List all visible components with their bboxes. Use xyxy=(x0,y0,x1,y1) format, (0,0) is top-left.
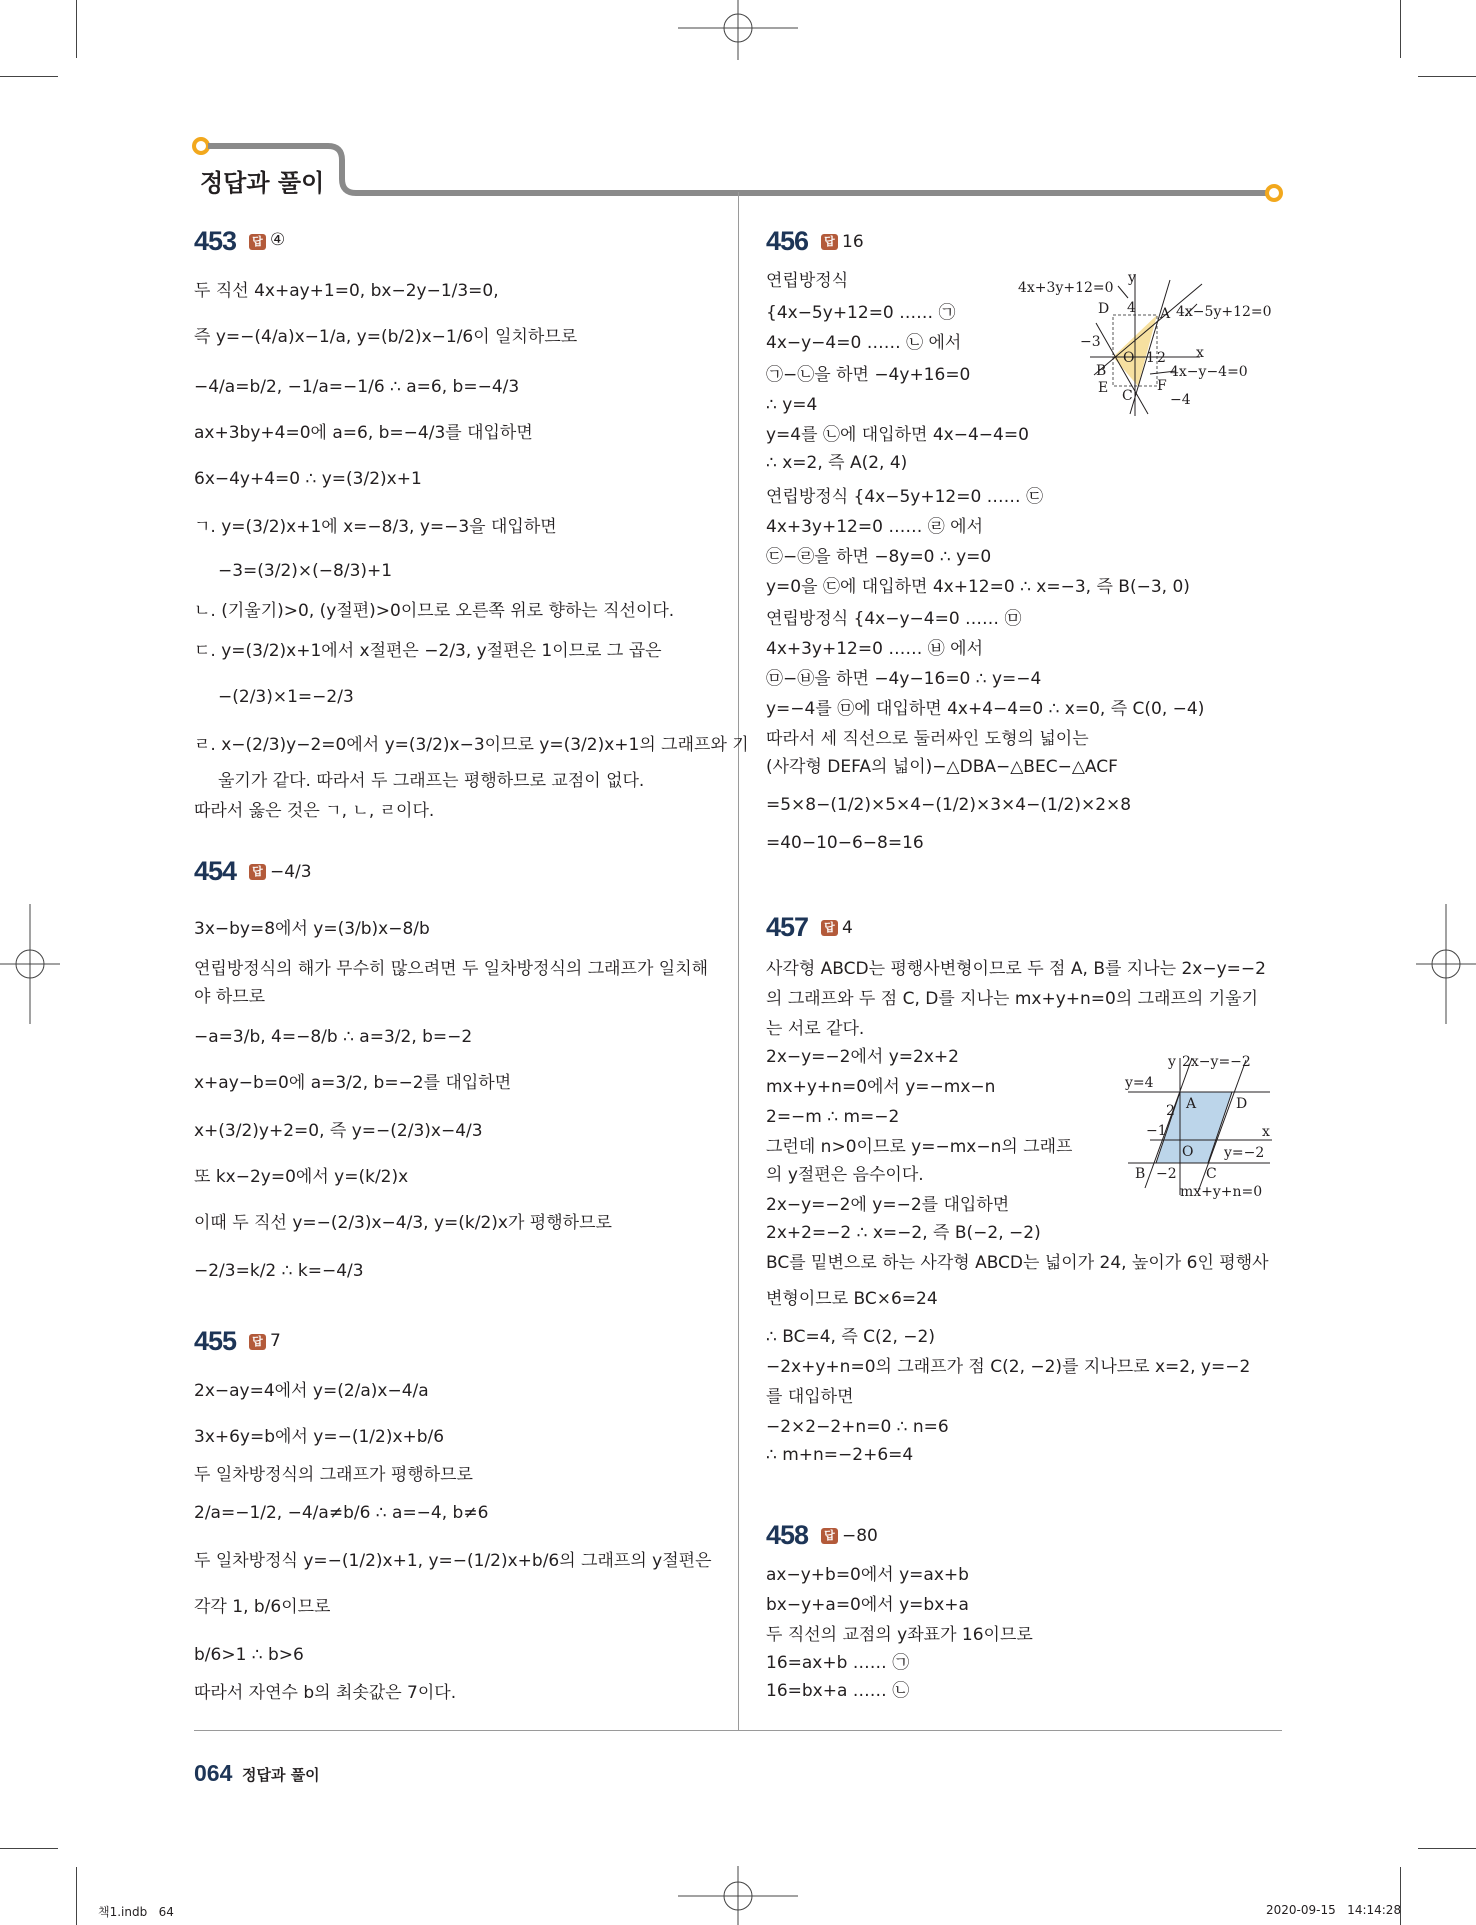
solution-line: 각각 1, b/6이므로 xyxy=(194,1597,331,1617)
axis-label: y xyxy=(1168,1054,1176,1070)
point-label: B xyxy=(1096,363,1107,379)
solution-line: ㄷ. y=(3/2)x+1에서 x절편은 −2/3, y절편은 1이므로 그 곱은 xyxy=(194,641,662,661)
eq-label: mx+y+n=0 xyxy=(1180,1184,1263,1200)
question-number: 453 xyxy=(194,226,237,256)
solution-line: 4x+3y+12=0 …… ㉣ 에서 xyxy=(766,517,983,537)
solution-line: 3x+6y=b에서 y=−(1/2)x+b/6 xyxy=(194,1427,445,1447)
answer-badge: 답 xyxy=(249,1334,266,1350)
solution-line: 두 일차방정식 y=−(1/2)x+1, y=−(1/2)x+b/6의 그래프의 y절편은 xyxy=(194,1551,712,1571)
tick-label: −1 xyxy=(1146,1123,1167,1139)
solution-line: 또 kx−2y=0에서 y=(k/2)x xyxy=(194,1167,409,1187)
answer-badge: 답 xyxy=(821,920,838,936)
solution-line: ㉢−㉣을 하면 −8y=0 ∴ y=0 xyxy=(766,547,992,567)
solution-line: 연립방정식의 해가 무수히 많으려면 두 일차방정식의 그래프가 일치해 xyxy=(194,959,709,979)
solution-line: ∴ x=2, 즉 A(2, 4) xyxy=(766,453,908,473)
axis-label: x xyxy=(1262,1124,1270,1140)
crop-mark xyxy=(0,1848,58,1849)
solution-line: ∴ y=4 xyxy=(766,395,818,415)
point-label: C xyxy=(1206,1166,1217,1182)
crop-mark xyxy=(1400,0,1401,58)
solution-line: 의 그래프와 두 점 C, D를 지나는 mx+y+n=0의 그래프의 기울기 xyxy=(766,989,1259,1009)
question-number: 457 xyxy=(766,912,809,942)
axis-label: x xyxy=(1196,345,1204,361)
question-number: 458 xyxy=(766,1520,809,1550)
solution-line: 2/a=−1/2, −4/a≠b/6 ∴ a=−4, b≠6 xyxy=(194,1503,489,1523)
answer-badge: 답 xyxy=(821,1528,838,1544)
print-timestamp: 2020-09-15 14:14:28 xyxy=(1266,1903,1402,1917)
solution-line: 는 서로 같다. xyxy=(766,1019,865,1039)
point-label: D xyxy=(1098,301,1110,317)
eq-label: y=4 xyxy=(1125,1075,1154,1091)
page-header-title: 정답과 풀이 xyxy=(200,169,325,197)
solution-line: 2=−m ∴ m=−2 xyxy=(766,1107,900,1127)
header-rule xyxy=(190,135,1290,205)
solution-line: y=4를 ㉡에 대입하면 4x−4−4=0 xyxy=(766,425,1029,445)
crop-mark xyxy=(0,76,58,77)
footer-rule xyxy=(194,1730,1282,1731)
registration-mark-top xyxy=(678,0,798,60)
solution-line: −(2/3)×1=−2/3 xyxy=(218,687,354,707)
solution-line: 연립방정식 {4x−5y+12=0 …… ㉢ xyxy=(766,487,1044,507)
solution-line: 연립방정식 xyxy=(766,271,849,291)
solution-line: ∴ m+n=−2+6=4 xyxy=(766,1445,914,1465)
point-label: O xyxy=(1182,1144,1194,1160)
solution-line: (사각형 DEFA의 넓이)−△DBA−△BEC−△ACF xyxy=(766,757,1118,777)
point-label: C xyxy=(1122,388,1133,404)
solution-line: −a=3/b, 4=−8/b ∴ a=3/2, b=−2 xyxy=(194,1027,473,1047)
solution-line: ax+3by+4=0에 a=6, b=−4/3를 대입하면 xyxy=(194,423,533,443)
solution-line: ㄱ. y=(3/2)x+1에 x=−8/3, y=−3을 대입하면 xyxy=(194,517,557,537)
solution-line: mx+y+n=0에서 y=−mx−n xyxy=(766,1077,996,1097)
solution-line: b/6>1 ∴ b>6 xyxy=(194,1645,304,1665)
solution-line: 울기가 같다. 따라서 두 그래프는 평행하므로 교점이 없다. xyxy=(218,771,645,791)
solution-line: 의 y절편은 음수이다. xyxy=(766,1165,924,1185)
solution-line: {4x−5y+12=0 …… ㉠ xyxy=(766,303,956,323)
answer-badge: 답 xyxy=(249,234,266,250)
solution-line: 변형이므로 BC×6=24 xyxy=(766,1289,938,1309)
figure-456 xyxy=(1010,268,1285,418)
solution-line: 그런데 n>0이므로 y=−mx−n의 그래프 xyxy=(766,1137,1073,1157)
solution-line: 2x+2=−2 ∴ x=−2, 즉 B(−2, −2) xyxy=(766,1223,1041,1243)
solution-line: ㄴ. (기울기)>0, (y절편)>0이므로 오른쪽 위로 향하는 직선이다. xyxy=(194,601,675,621)
solution-line: y=0을 ㉢에 대입하면 4x+12=0 ∴ x=−3, 즉 B(−3, 0) xyxy=(766,577,1190,597)
solution-line: 두 직선의 교점의 y좌표가 16이므로 xyxy=(766,1625,1033,1645)
point-label: A xyxy=(1186,1096,1197,1112)
solution-line: 4x−y−4=0 …… ㉡ 에서 xyxy=(766,333,962,353)
answer-value: 4 xyxy=(842,918,853,938)
answer-value: 16 xyxy=(842,232,864,252)
answer-badge: 답 xyxy=(249,864,266,880)
solution-line: −2x+y+n=0의 그래프가 점 C(2, −2)를 지나므로 x=2, y=−2 xyxy=(766,1357,1251,1377)
solution-line: ㄹ. x−(2/3)y−2=0에서 y=(3/2)x−3이므로 y=(3/2)x+1의 그래프와 기 xyxy=(194,735,749,755)
point-label: O xyxy=(1123,350,1135,366)
solution-line: 2x−ay=4에서 y=(2/a)x−4/a xyxy=(194,1381,429,1401)
point-label: F xyxy=(1157,378,1167,394)
figure-457 xyxy=(1120,1050,1290,1200)
solution-line: x+ay−b=0에 a=3/2, b=−2를 대입하면 xyxy=(194,1073,512,1093)
solution-line: 두 직선 4x+ay+1=0, bx−2y−1/3=0, xyxy=(194,281,499,301)
solution-line: 3x−by=8에서 y=(3/b)x−8/b xyxy=(194,919,430,939)
solution-line: 16=ax+b …… ㉠ xyxy=(766,1653,910,1673)
solution-line: BC를 밑변으로 하는 사각형 ABCD는 넓이가 24, 높이가 6인 평행사 xyxy=(766,1253,1269,1273)
point-label: E xyxy=(1098,380,1109,396)
arrow xyxy=(1118,286,1128,298)
page-number: 064 xyxy=(194,1760,233,1786)
solution-line: −3=(3/2)×(−8/3)+1 xyxy=(218,561,393,581)
solution-line: 사각형 ABCD는 평행사변형이므로 두 점 A, B를 지나는 2x−y=−2 xyxy=(766,959,1266,979)
crop-mark xyxy=(76,1867,77,1925)
solution-line: =40−10−6−8=16 xyxy=(766,833,924,853)
solution-line: y=−4를 ㉤에 대입하면 4x+4−4=0 ∴ x=0, 즉 C(0, −4) xyxy=(766,699,1205,719)
eq-label: 2x−y=−2 xyxy=(1182,1054,1251,1070)
solution-line: 즉 y=−(4/a)x−1/a, y=(b/2)x−1/6이 일치하므로 xyxy=(194,327,578,347)
registration-mark-bottom xyxy=(678,1866,798,1925)
crop-mark xyxy=(1418,76,1476,77)
axis-label: y xyxy=(1128,270,1136,286)
tick-label: 2 xyxy=(1166,1103,1175,1119)
solution-line: 2x−y=−2에서 y=2x+2 xyxy=(766,1047,959,1067)
answer-badge: 답 xyxy=(821,234,838,250)
solution-line: 따라서 세 직선으로 둘러싸인 도형의 넓이는 xyxy=(766,729,1089,749)
solution-line: bx−y+a=0에서 y=bx+a xyxy=(766,1595,969,1615)
solution-line: 따라서 자연수 b의 최솟값은 7이다. xyxy=(194,1683,457,1703)
solution-line: ㉤−㉥을 하면 −4y−16=0 ∴ y=−4 xyxy=(766,669,1042,689)
solution-line: 16=bx+a …… ㉡ xyxy=(766,1681,910,1701)
solution-line: 4x+3y+12=0 …… ㉥ 에서 xyxy=(766,639,983,659)
solution-line: ax−y+b=0에서 y=ax+b xyxy=(766,1565,969,1585)
column-divider xyxy=(738,192,739,1730)
tick-label: −2 xyxy=(1156,1166,1177,1182)
answer-value: −80 xyxy=(842,1526,878,1546)
question-number: 455 xyxy=(194,1326,237,1356)
solution-line: x+(3/2)y+2=0, 즉 y=−(2/3)x−4/3 xyxy=(194,1121,483,1141)
answer-value: ④ xyxy=(270,230,286,250)
eq-label: 4x+3y+12=0 xyxy=(1018,280,1114,296)
solution-line: 야 하므로 xyxy=(194,987,266,1007)
eq-label: y=−2 xyxy=(1224,1145,1265,1161)
crop-mark xyxy=(1418,1848,1476,1849)
solution-line: −4/a=b/2, −1/a=−1/6 ∴ a=6, b=−4/3 xyxy=(194,377,520,397)
answer-value: 7 xyxy=(270,1331,281,1351)
question-number: 454 xyxy=(194,856,237,886)
point-label: D xyxy=(1236,1096,1248,1112)
tick-label: 4 xyxy=(1127,300,1136,316)
tick-label: −4 xyxy=(1170,392,1191,408)
solution-line: −2×2−2+n=0 ∴ n=6 xyxy=(766,1417,949,1437)
tick-label: 1 xyxy=(1146,350,1155,366)
print-file-info: 책1.indb 64 xyxy=(98,1905,174,1919)
point-label: B xyxy=(1135,1166,1146,1182)
crop-mark xyxy=(76,0,77,58)
eq-label: 4x−5y+12=0 xyxy=(1176,304,1272,320)
solution-line: 를 대입하면 xyxy=(766,1387,854,1407)
solution-line: −2/3=k/2 ∴ k=−4/3 xyxy=(194,1261,364,1281)
solution-line: 2x−y=−2에 y=−2를 대입하면 xyxy=(766,1195,1010,1215)
solution-line: =5×8−(1/2)×5×4−(1/2)×3×4−(1/2)×2×8 xyxy=(766,795,1132,815)
answer-value: −4/3 xyxy=(270,862,312,882)
solution-line: ㉠−㉡을 하면 −4y+16=0 xyxy=(766,365,971,385)
footer-label: 정답과 풀이 xyxy=(242,1766,320,1784)
solution-line: 6x−4y+4=0 ∴ y=(3/2)x+1 xyxy=(194,469,422,489)
solution-line: 두 일차방정식의 그래프가 평행하므로 xyxy=(194,1465,473,1485)
registration-mark-left xyxy=(0,904,60,1024)
solution-line: ∴ BC=4, 즉 C(2, −2) xyxy=(766,1327,935,1347)
solution-line: 이때 두 직선 y=−(2/3)x−4/3, y=(k/2)x가 평행하므로 xyxy=(194,1213,612,1233)
solution-line: 따라서 옳은 것은 ㄱ, ㄴ, ㄹ이다. xyxy=(194,801,435,821)
eq-label: 4x−y−4=0 xyxy=(1170,364,1248,380)
registration-mark-right xyxy=(1416,904,1476,1024)
question-number: 456 xyxy=(766,226,809,256)
point-label: A xyxy=(1160,306,1171,322)
tick-label: 2 xyxy=(1157,350,1166,366)
tick-label: −3 xyxy=(1080,334,1101,350)
solution-line: 연립방정식 {4x−y−4=0 …… ㉤ xyxy=(766,609,1022,629)
